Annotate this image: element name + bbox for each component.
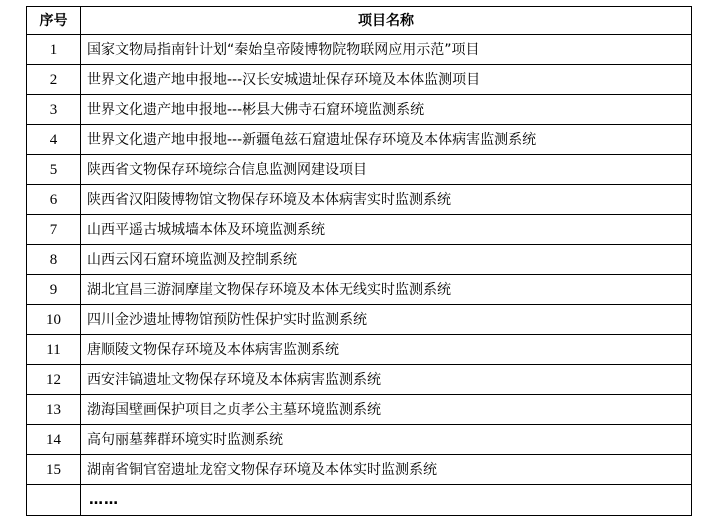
table-body — [27, 35, 692, 516]
row-name: 西安沣镐遗址文物保存环境及本体病害监测系统 — [81, 365, 692, 395]
row-name: 渤海国壁画保护项目之贞孝公主墓环境监测系统 — [81, 395, 692, 425]
row-number: 15 — [27, 455, 81, 485]
table-row — [27, 425, 692, 455]
row-name: 陕西省汉阳陵博物馆文物保存环境及本体病害实时监测系统 — [81, 185, 692, 215]
row-number: 8 — [27, 245, 81, 275]
table-row — [27, 185, 692, 215]
row-number: 1 — [27, 35, 81, 65]
table-row — [27, 215, 692, 245]
row-ellipsis: …… — [81, 485, 692, 516]
table-header — [27, 7, 692, 35]
row-number: 2 — [27, 65, 81, 95]
table-row — [27, 275, 692, 305]
row-name: 世界文化遗产地申报地---新疆龟兹石窟遗址保存环境及本体病害监测系统 — [81, 125, 692, 155]
row-number: 3 — [27, 95, 81, 125]
table-row — [27, 65, 692, 95]
row-number: 6 — [27, 185, 81, 215]
row-name: 湖南省铜官窑遗址龙窑文物保存环境及本体实时监测系统 — [81, 455, 692, 485]
row-name: 四川金沙遗址博物馆预防性保护实时监测系统 — [81, 305, 692, 335]
header-row — [27, 7, 692, 35]
header-name: 项目名称 — [81, 7, 692, 35]
row-name: 山西云冈石窟环境监测及控制系统 — [81, 245, 692, 275]
row-name: 高句丽墓葬群环境实时监测系统 — [81, 425, 692, 455]
row-number: 11 — [27, 335, 81, 365]
table-row — [27, 305, 692, 335]
table-row — [27, 35, 692, 65]
table-row-ellipsis — [27, 485, 692, 516]
row-number: 14 — [27, 425, 81, 455]
row-number-empty — [27, 485, 81, 516]
table-row — [27, 455, 692, 485]
header-number: 序号 — [27, 7, 81, 35]
table-row — [27, 335, 692, 365]
row-name: 湖北宜昌三游洞摩崖文物保存环境及本体无线实时监测系统 — [81, 275, 692, 305]
table-row — [27, 245, 692, 275]
row-name: 山西平遥古城城墙本体及环境监测系统 — [81, 215, 692, 245]
table-row — [27, 95, 692, 125]
row-number: 12 — [27, 365, 81, 395]
row-number: 9 — [27, 275, 81, 305]
row-name: 世界文化遗产地申报地---汉长安城遗址保存环境及本体监测项目 — [81, 65, 692, 95]
table-row — [27, 155, 692, 185]
row-name: 唐顺陵文物保存环境及本体病害监测系统 — [81, 335, 692, 365]
row-number: 13 — [27, 395, 81, 425]
row-number: 4 — [27, 125, 81, 155]
table-row — [27, 125, 692, 155]
table-row — [27, 395, 692, 425]
row-number: 7 — [27, 215, 81, 245]
row-name: 世界文化遗产地申报地---彬县大佛寺石窟环境监测系统 — [81, 95, 692, 125]
row-name: 国家文物局指南针计划“秦始皇帝陵博物院物联网应用示范”项目 — [81, 35, 692, 65]
row-number: 5 — [27, 155, 81, 185]
row-name: 陕西省文物保存环境综合信息监测网建设项目 — [81, 155, 692, 185]
row-number: 10 — [27, 305, 81, 335]
table-row — [27, 365, 692, 395]
project-table — [26, 6, 692, 516]
